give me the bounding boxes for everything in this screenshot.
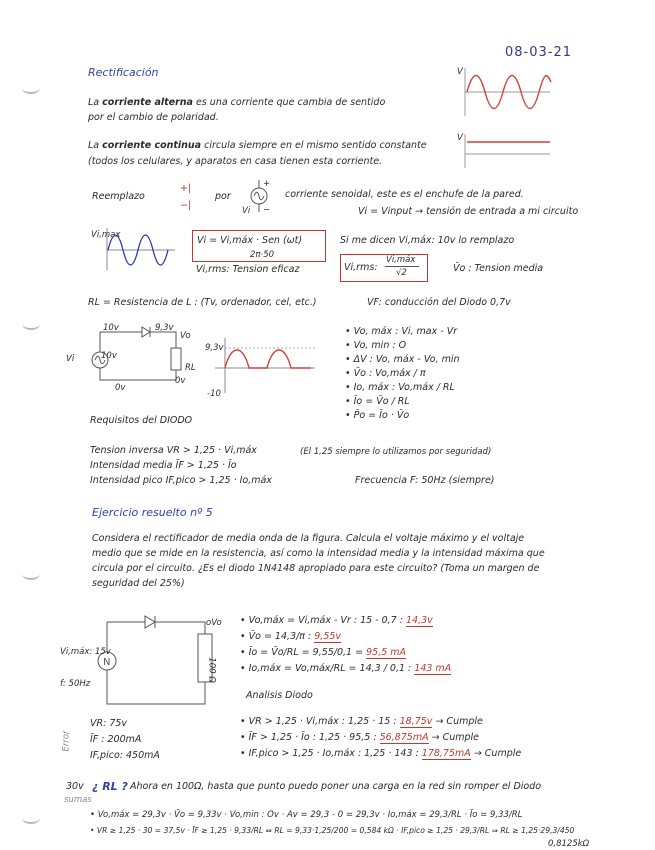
vrms-box-den: √2 [396,268,407,278]
exercise-p2: medio que se mide en la resistencia, así como la intensidad media y la intensidad máxima que [92,548,545,559]
spec-if: ĪF : 200mA [90,734,142,745]
dc-line-2: (todos los celulares, y aparatos en casa tienen esta corriente. [88,156,383,167]
analisis-heading: Analisis Diodo [246,690,313,701]
analysis-3: • IF,pico > 1,25 · Io,máx : 1,25 · 143 : 178,75mA → Cumple [240,748,522,759]
battery-minus: −| [180,200,192,211]
c1-top-right: 9,3v [155,323,174,333]
exercise-p4: seguridad del 25%) [92,578,185,589]
binder-hole [22,568,40,580]
analysis-2: • ĪF > 1,25 · Īo : 1,25 · 95,5 : 56,875mA → Cumple [240,732,480,743]
c2-vimax: Vi,máx: 15v [60,647,111,657]
si-me-dicen: Si me dicen Vi,máx: 10v lo remplazo [340,235,515,246]
bullet-3: • ΔV : Vo, máx - Vo, min [345,354,460,365]
c1-bottom-right: 0v [175,376,186,386]
ac-line-1: La corriente alterna es una corriente que cambia de sentido [88,97,386,108]
exercise-p3: circula por el circuito. ¿Es el diodo 1N4148 apropiado para este circuito? (Toma un margen de [92,563,540,574]
sine-description: corriente senoidal, este es el enchufe de la pared. [285,189,524,200]
vimax-label: Vi,max [91,230,121,240]
c1-top-left: 10v [103,323,119,333]
c2-freq: f: 50Hz [60,679,91,689]
bullet-2: • Vo, min : O [345,340,407,351]
req-2: Intensidad media ĪF > 1,25 · Īo [90,460,237,471]
bullet-1: • Vo, máx : Vi, max - Vr [345,326,458,337]
requisitos-heading: Requisitos del DIODO [90,415,193,426]
frequency: Frecuencia F: 50Hz (siempre) [355,475,495,486]
binder-hole [22,812,40,824]
plus-sign: + [263,179,271,189]
bullet-7: • P̄o = Īo · V̄o [345,410,410,421]
c1-vo: Vo [180,331,191,341]
vmedia-label: V̄o : Tension media [453,263,544,274]
last-line-2: • VR ≥ 1,25 · 30 = 37,5v · ĪF ≥ 1,25 · 9,33/RL ⇔ RL = 9,33·1,25/200 = 0,584 kΩ · IF,pico ≥ 1,25 · 29,3/RL ⇒ RL ≥ 1,25·29,3/450 [90,826,575,835]
req-1: Tension inversa VR > 1,25 · Vi,máx [90,445,257,456]
minus-sign: − [263,205,271,215]
last-tail: 0,8125kΩ [548,839,590,849]
question-prefix: 30v [66,781,84,792]
result-3: • Īo = V̄o/RL = 9,55/0,1 = 95,5 mA [240,647,407,658]
c1-rl: RL [185,363,196,373]
rl-definition: RL = Resistencia de L : (Tv, ordenador, cel, etc.) [88,297,317,308]
axis-label-v2: V [457,133,463,143]
analysis-1: • VR > 1,25 · Vi,máx : 1,25 · 15 : 18,75v → Cumple [240,716,483,727]
spec-ifpico: IF,pico: 450mA [90,750,160,761]
c1-diode-v: 10v [101,351,117,361]
last-line-1: • Vo,máx = 29,3v · V̄o = 9,33v · Vo,min : Ov · Av = 29,3 - 0 = 29,3v · Io,máx = 29,3/RL · Īo = 9,33/RL [90,810,523,820]
exercise-title: Ejercicio resuelto nº 5 [92,506,213,519]
c1-bottom: 0v [115,383,126,393]
vi-equation: Vi = Vi,máx · Sen (ωt) [197,235,303,246]
ac-line-2: por el cambio de polaridad. [88,112,219,123]
req-1-note: (El 1,25 siempre lo utilizamos por seguridad) [300,447,492,457]
vrms-label: Vi,rms: Tension eficaz [196,264,300,275]
binder-hole [22,82,40,94]
question-prefix-2: sumas [64,795,92,805]
c2-vo: oVo [206,618,222,628]
ac-wave-diagram [465,68,555,118]
page-date: 08-03-21 [505,45,573,60]
question-rl: ¿ RL ? [92,780,128,793]
axis-label-v: V [457,67,463,77]
vrms-box-lhs: Vi,rms: [344,262,378,273]
sine-wave-diagram [107,228,177,272]
side-note: Error [61,730,72,752]
result-2: • V̄o = 14,3/π : 9,55v [240,631,342,642]
battery-plus: +| [180,183,192,194]
bullet-5: • Io, máx : Vo,máx / RL [345,382,455,393]
spec-vr: VR: 75v [90,718,128,729]
vf-definition: VF: conducción del Diodo 0,7v [367,297,511,308]
vrms-box-num: Vi,máx [386,255,416,265]
bullet-6: • Īo = V̄o / RL [345,396,410,407]
graph-top-label: 9,3v [205,343,224,353]
svg-text:N: N [103,657,111,668]
c2-resistor: 100 Ω [206,657,217,683]
rectified-wave-graph [215,338,320,398]
result-1: • Vo,máx = Vi,máx - Vr : 15 - 0,7 : 14,3v [240,615,433,626]
dc-wave-diagram [465,134,555,170]
vi-description: Vi = Vinput → tensión de entrada a mi circuito [358,206,579,217]
bullet-4: • V̄o : Vo,máx / π [345,368,426,379]
dc-line-1: La corriente continua circula siempre en el mismo sentido constante [88,140,427,151]
omega-value: 2π·50 [250,250,275,260]
reemplazo-word: Reemplazo [92,191,145,202]
page-title: Rectificación [88,66,159,79]
question-text: Ahora en 100Ω, hasta que punto puedo poner una carga en la red sin romper el Diodo [130,781,542,792]
c1-vi: Vi [66,354,75,364]
graph-bottom-label: -10 [207,389,221,399]
result-4: • Io,máx = Vo,máx/RL = 14,3 / 0,1 : 143 mA [240,663,452,674]
exercise-p1: Considera el rectificador de media onda de la figura. Calcula el voltaje máximo y el voltaje [92,533,525,544]
vi-small-label: Vi [242,206,251,216]
binder-hole [22,318,40,330]
req-3: Intensidad pico IF,pico > 1,25 · Io,máx [90,475,272,486]
por-word: por [215,191,231,202]
